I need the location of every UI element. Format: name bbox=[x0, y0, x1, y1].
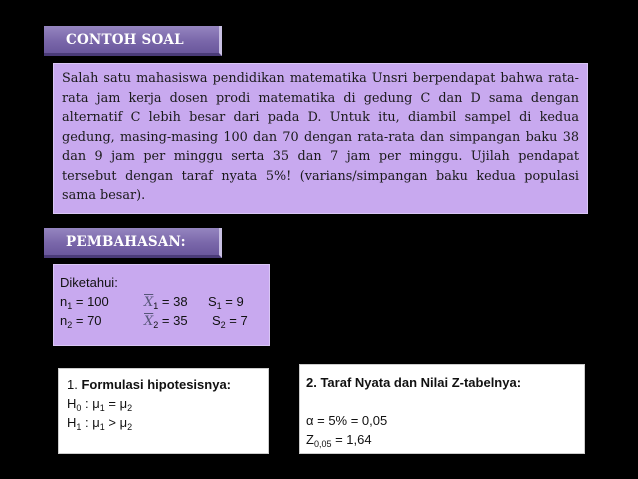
known-row-2 bbox=[60, 311, 263, 330]
alternative-hypothesis: $H_1$ : $\mu_1 > \mu_2$ bbox=[67, 415, 133, 432]
z-table-value: $Z_{0,05} = 1,64$ bbox=[306, 432, 372, 449]
x2-mean-value: $\overline{X}_2 = 35$ bbox=[144, 313, 188, 330]
s1-value: $S_1 = 9$ bbox=[208, 294, 244, 311]
hypothesis-box bbox=[58, 368, 269, 454]
spacer bbox=[306, 392, 578, 411]
x1-mean-value: $\overline{X}_1 = 38$ bbox=[144, 294, 188, 311]
significance-title: 2. Taraf Nyata dan Nilai Z-tabelnya: bbox=[306, 375, 522, 390]
known-values-box bbox=[53, 264, 270, 346]
alpha-value: α = 5% = 0,05 bbox=[306, 413, 388, 428]
contoh-soal-heading: CONTOH SOAL bbox=[44, 26, 222, 56]
s2-value: $S_2 = 7$ bbox=[212, 313, 248, 330]
xbar-symbol-1: $\overline{X}$ bbox=[144, 295, 154, 310]
pembahasan-heading: PEMBAHASAN: bbox=[44, 228, 222, 258]
known-row-1 bbox=[60, 292, 263, 311]
n1-value: $n_1 = 100$ bbox=[60, 294, 109, 311]
problem-text: Salah satu mahasiswa pendidikan matematika Unsri berpendapat bahwa rata-rata jam kerja dosen prodi matematika di gedung C dan D sama dengan alternatif C lebih besar dari pada D. Untuk itu, diambil sampel di kedua gedung, masing-masing 100 dan 70 dengan rata-rata dan simpangan baku 38 dan 9 jam per minggu serta 35 dan 7 jam per minggu. Ujilah pendapat tersebut dengan taraf nyata 5%! (varians/simpangan baku kedua populasi sama besar). bbox=[62, 71, 579, 203]
problem-statement-box bbox=[53, 63, 588, 214]
xbar-symbol-2: $\overline{X}$ bbox=[144, 314, 154, 329]
null-hypothesis: $H_0$ : $\mu_1 = \mu_2$ bbox=[67, 396, 133, 413]
known-title: Diketahui: bbox=[60, 275, 118, 290]
hypothesis-title: 1. Formulasi hipotesisnya: bbox=[67, 377, 232, 392]
n2-value: $n_2 = 70$ bbox=[60, 313, 102, 330]
significance-level-box bbox=[299, 364, 585, 454]
